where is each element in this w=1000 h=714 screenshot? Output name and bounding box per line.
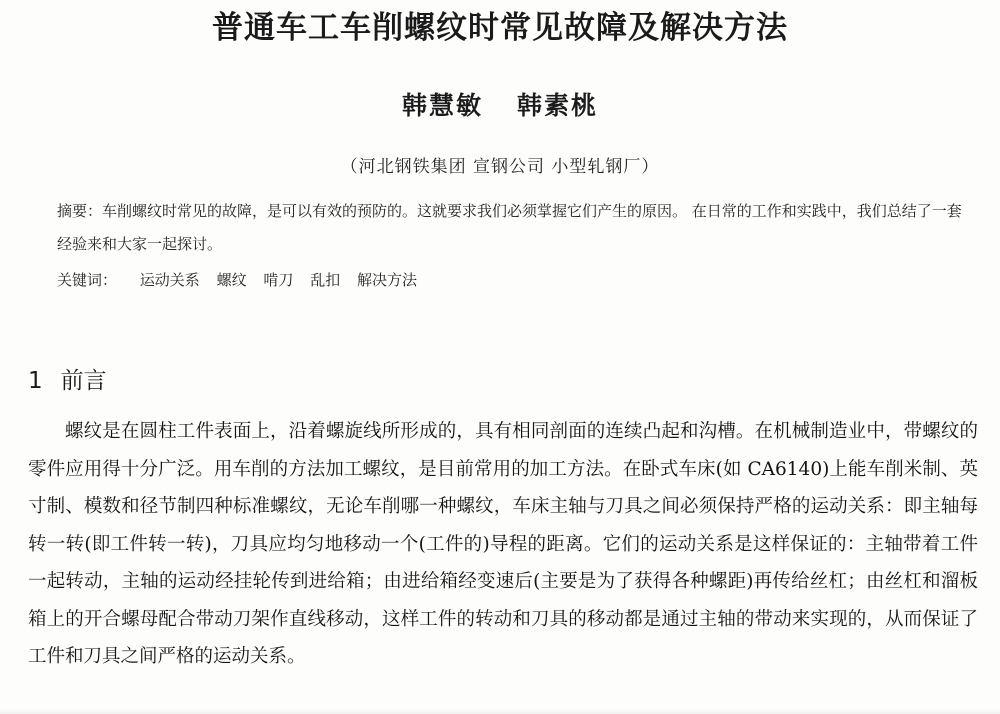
keyword: 螺纹: [216, 271, 247, 289]
keywords: [57, 269, 429, 290]
abstract-text: 车削螺纹时常见的故障，是可以有效的预防的。这就要求我们必须掌握它们产生的原因。 在日常的工作和实践中，我们总结了一套经验来和大家一起探讨。: [57, 202, 962, 253]
keyword: 啃刀: [263, 271, 294, 289]
section-title: 前言: [60, 368, 107, 394]
keywords-label: 关键词：: [57, 271, 118, 289]
abstract: [57, 195, 972, 261]
keyword: 解决方法: [356, 271, 417, 289]
paper-title: 普通车工车削螺纹时常见故障及解决方法: [212, 10, 788, 46]
section-number: 1: [28, 368, 43, 394]
author-name: 韩慧敏: [401, 91, 483, 120]
abstract-label: 摘要：: [57, 202, 103, 220]
section-body-paragraph: 螺纹是在圆柱工件表面上，沿着螺旋线所形成的，具有相同剖面的连续凸起和沟槽。在机械制造业中，带螺纹的零件应用得十分广泛。用车削的方法加工螺纹，是目前常用的加工方法。在卧式车床(如 CA6140)上能车削米制、英寸制、模数和径节制四种标准螺纹，无论车削哪一种螺纹，车床主轴与刀具之间必须保持严格的运动关系：即主轴每转一转(即工件转一转)，刀具应均匀地移动一个(工件的)导程的距离。它们的运动关系是这样保证的：主轴带着工件一起转动，主轴的运动经挂轮传到进给箱；由进给箱经变速后(主要是为了获得各种螺距)再传给丝杠；由丝杠和溜板箱上的开合螺母配合带动刀架作直线移动，这样工件的转动和刀具的移动都是通过主轴的带动来实现的，从而保证了工件和刀具之间严格的运动关系。: [28, 421, 978, 667]
section-heading: [28, 362, 107, 395]
author-affiliation: （河北钢铁集团 宣钢公司 小型轧钢厂）: [340, 157, 660, 177]
keyword: 运动关系: [139, 271, 200, 289]
scan-edge-shadow: [0, 708, 1000, 714]
author-name: 韩素桃: [517, 91, 599, 120]
author-list: [0, 86, 1000, 122]
keyword: 乱扣: [310, 271, 341, 289]
